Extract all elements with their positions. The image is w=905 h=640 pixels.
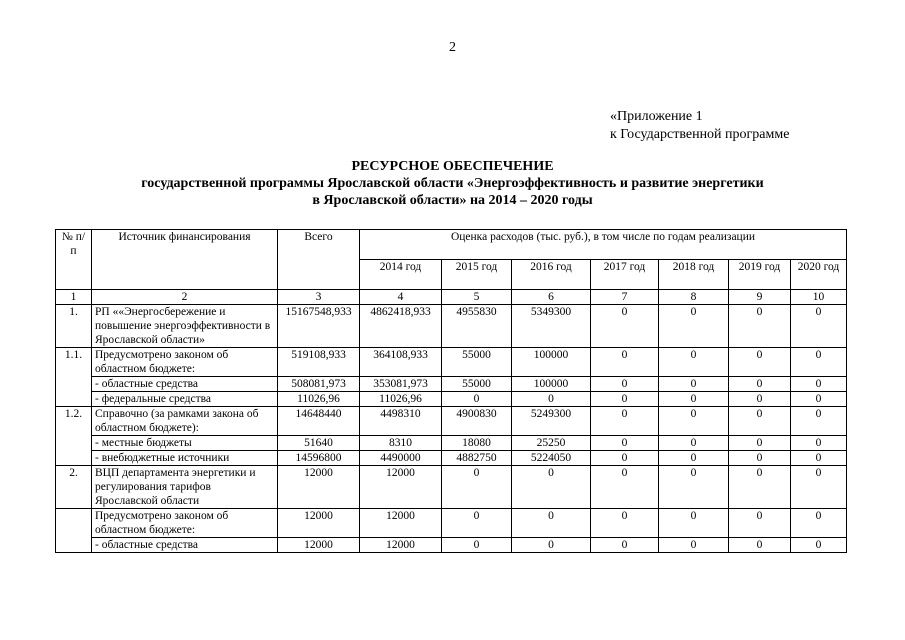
year-value: 100000 [512, 377, 591, 392]
table-row [56, 451, 847, 466]
column-number: 6 [512, 290, 591, 305]
year-value: 0 [659, 392, 729, 407]
funding-source: Справочно (за рамками закона об областном бюджете): [92, 407, 278, 436]
year-value: 0 [591, 305, 659, 348]
year-value: 0 [791, 436, 847, 451]
funding-source: - областные средства [92, 377, 278, 392]
year-value: 0 [791, 451, 847, 466]
column-number: 10 [791, 290, 847, 305]
year-value: 0 [659, 348, 729, 377]
year-value: 0 [659, 538, 729, 553]
year-value: 0 [659, 377, 729, 392]
header-year: 2020 год [791, 260, 847, 290]
document-title [0, 158, 905, 209]
year-value: 4490000 [360, 451, 442, 466]
year-value: 0 [729, 348, 791, 377]
year-value: 5224050 [512, 451, 591, 466]
year-value: 0 [591, 436, 659, 451]
appendix-note [610, 108, 789, 144]
column-number: 2 [92, 290, 278, 305]
year-value: 0 [512, 538, 591, 553]
year-value: 0 [442, 392, 512, 407]
year-value: 0 [791, 392, 847, 407]
header-source: Источник финансирования [92, 230, 278, 290]
year-value: 0 [791, 377, 847, 392]
table-row [56, 305, 847, 348]
resource-table [55, 229, 847, 553]
year-value: 0 [791, 407, 847, 436]
header-year: 2019 год [729, 260, 791, 290]
funding-source: Предусмотрено законом об областном бюджете: [92, 509, 278, 538]
year-value: 55000 [442, 348, 512, 377]
header-total: Всего [278, 230, 360, 290]
year-value: 0 [591, 451, 659, 466]
funding-source: Предусмотрено законом об областном бюджете: [92, 348, 278, 377]
title-line-2: государственной программы Ярославской области «Энергоэффективность и развитие энергетики [141, 176, 764, 191]
year-value: 0 [729, 392, 791, 407]
row-number: 1. [56, 305, 92, 348]
year-value: 0 [512, 392, 591, 407]
header-year: 2016 год [512, 260, 591, 290]
total-value: 12000 [278, 466, 360, 509]
year-value: 8310 [360, 436, 442, 451]
header-year: 2018 год [659, 260, 729, 290]
funding-source: - местные бюджеты [92, 436, 278, 451]
year-value: 0 [659, 451, 729, 466]
column-number: 1 [56, 290, 92, 305]
year-value: 0 [729, 509, 791, 538]
year-value: 0 [591, 377, 659, 392]
year-value: 0 [442, 538, 512, 553]
row-number [56, 509, 92, 553]
table-row [56, 348, 847, 377]
year-value: 0 [442, 466, 512, 509]
year-value: 0 [659, 509, 729, 538]
year-value: 4862418,933 [360, 305, 442, 348]
year-value: 0 [729, 305, 791, 348]
total-value: 12000 [278, 509, 360, 538]
year-value: 0 [791, 305, 847, 348]
total-value: 508081,973 [278, 377, 360, 392]
total-value: 51640 [278, 436, 360, 451]
year-value: 0 [591, 538, 659, 553]
year-value: 0 [791, 509, 847, 538]
funding-source: ВЦП департамента энергетики и регулирования тарифов Ярославской области [92, 466, 278, 509]
year-value: 0 [791, 538, 847, 553]
header-year: 2017 год [591, 260, 659, 290]
total-value: 519108,933 [278, 348, 360, 377]
year-value: 0 [729, 377, 791, 392]
year-value: 4955830 [442, 305, 512, 348]
year-value: 12000 [360, 466, 442, 509]
funding-source: РП ««Энергосбережение и повышение энергоэффективности в Ярославской области» [92, 305, 278, 348]
year-value: 5349300 [512, 305, 591, 348]
table-row [56, 538, 847, 553]
year-value: 0 [442, 509, 512, 538]
total-value: 15167548,933 [278, 305, 360, 348]
header-estimate: Оценка расходов (тыс. руб.), в том числе по годам реализации [360, 230, 847, 260]
total-value: 14648440 [278, 407, 360, 436]
year-value: 0 [512, 466, 591, 509]
year-value: 25250 [512, 436, 591, 451]
header-year: 2015 год [442, 260, 512, 290]
year-value: 12000 [360, 538, 442, 553]
total-value: 14596800 [278, 451, 360, 466]
table-row [56, 509, 847, 538]
column-number: 3 [278, 290, 360, 305]
year-value: 0 [791, 348, 847, 377]
column-number: 7 [591, 290, 659, 305]
year-value: 0 [729, 407, 791, 436]
year-value: 0 [791, 466, 847, 509]
header-year: 2014 год [360, 260, 442, 290]
year-value: 353081,973 [360, 377, 442, 392]
year-value: 0 [659, 466, 729, 509]
total-value: 11026,96 [278, 392, 360, 407]
year-value: 4882750 [442, 451, 512, 466]
year-value: 0 [512, 509, 591, 538]
year-value: 364108,933 [360, 348, 442, 377]
year-value: 0 [591, 348, 659, 377]
year-value: 0 [591, 407, 659, 436]
table-row [56, 377, 847, 392]
column-number-row [56, 290, 847, 305]
row-number: 2. [56, 466, 92, 509]
table-row [56, 407, 847, 436]
column-number: 4 [360, 290, 442, 305]
year-value: 12000 [360, 509, 442, 538]
row-number: 1.2. [56, 407, 92, 466]
year-value: 0 [591, 466, 659, 509]
title-line-1: РЕСУРСНОЕ ОБЕСПЕЧЕНИЕ [351, 159, 554, 174]
year-value: 0 [729, 466, 791, 509]
year-value: 5249300 [512, 407, 591, 436]
funding-source: - федеральные средства [92, 392, 278, 407]
year-value: 18080 [442, 436, 512, 451]
year-value: 0 [659, 407, 729, 436]
page-number: 2 [449, 40, 456, 55]
year-value: 0 [591, 392, 659, 407]
table-row [56, 466, 847, 509]
header-num: № п/п [56, 230, 92, 290]
column-number: 8 [659, 290, 729, 305]
total-value: 12000 [278, 538, 360, 553]
table-row [56, 392, 847, 407]
year-value: 0 [729, 538, 791, 553]
funding-source: - внебюджетные источники [92, 451, 278, 466]
row-number: 1.1. [56, 348, 92, 407]
year-value: 4900830 [442, 407, 512, 436]
year-value: 4498310 [360, 407, 442, 436]
year-value: 100000 [512, 348, 591, 377]
funding-source: - областные средства [92, 538, 278, 553]
appendix-line-2: к Государственной программе [610, 127, 790, 142]
column-number: 9 [729, 290, 791, 305]
year-value: 0 [591, 509, 659, 538]
appendix-line-1: «Приложение 1 [610, 109, 703, 124]
year-value: 0 [729, 436, 791, 451]
year-value: 55000 [442, 377, 512, 392]
column-number: 5 [442, 290, 512, 305]
table-row [56, 436, 847, 451]
title-line-3: в Ярославской области» на 2014 – 2020 годы [312, 193, 593, 208]
year-value: 0 [729, 451, 791, 466]
year-value: 11026,96 [360, 392, 442, 407]
year-value: 0 [659, 305, 729, 348]
year-value: 0 [659, 436, 729, 451]
